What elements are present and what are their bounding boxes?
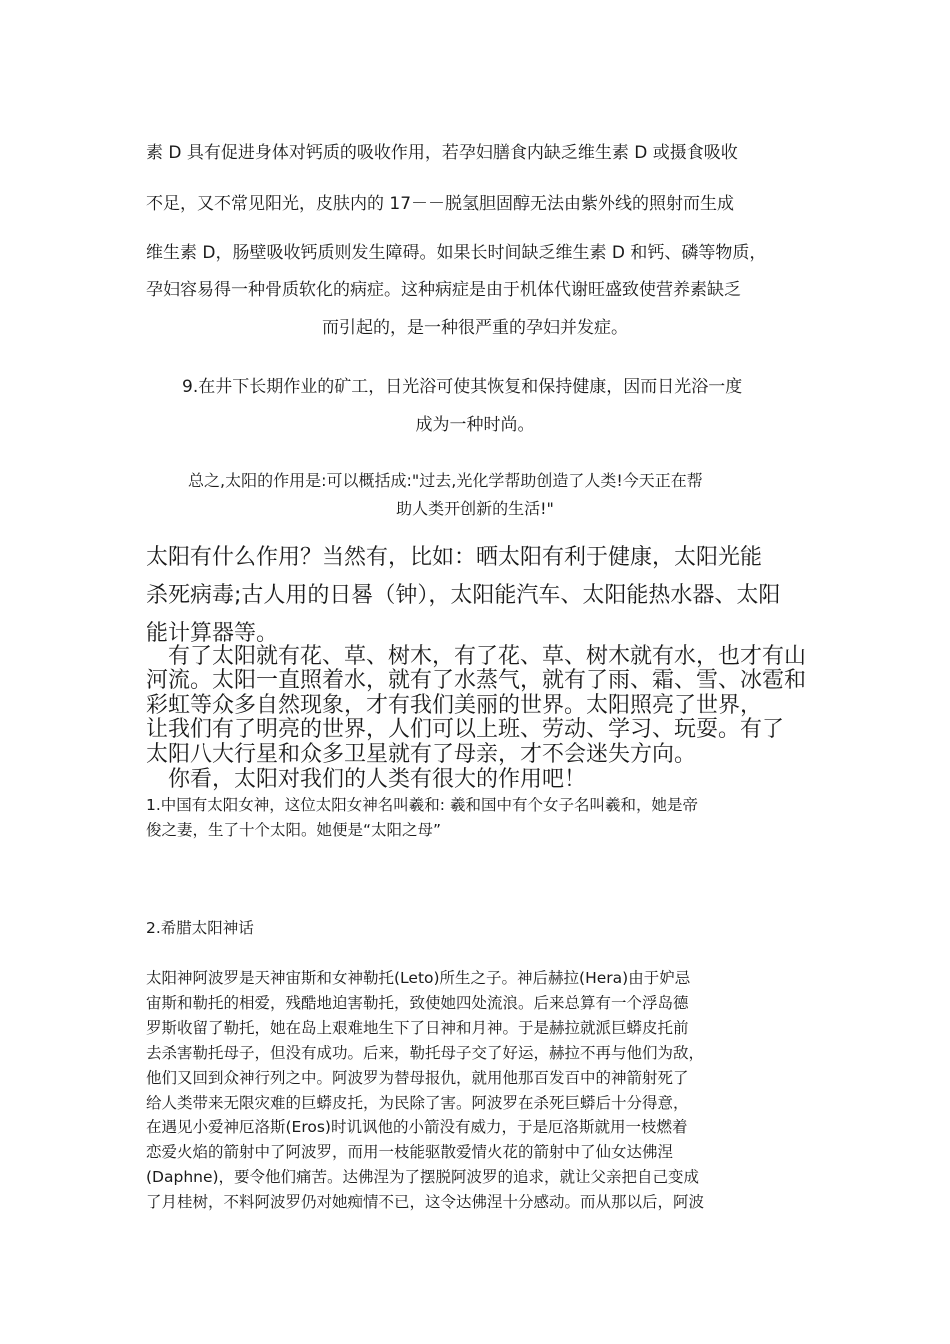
text-line: 有了太阳就有花、草、树木，有了花、草、树木就有水，也才有山	[146, 644, 807, 669]
text-line: 素 D 具有促进身体对钙质的吸收作用，若孕妇膳食内缺乏维生素 D 或摄食吸收	[146, 143, 738, 163]
text-line: 杀死病毒;古人用的日晷（钟），太阳能汽车、太阳能热水器、太阳	[146, 583, 781, 608]
text-line: 孕妇容易得一种骨质软化的病症。这种病症是由于机体代谢旺盛致使营养素缺乏	[146, 280, 741, 300]
text-line: (Daphne)，要令他们痛苦。达佛涅为了摆脱阿波罗的追求，就让父亲把自己变成	[146, 1168, 700, 1186]
text-line: 能计算器等。	[146, 621, 279, 646]
text-line: 9.在井下长期作业的矿工，日光浴可使其恢复和保持健康，因而日光浴一度	[182, 377, 743, 397]
text-line: 总之,太阳的作用是:可以概括成:"过去,光化学帮助创造了人类!今天正在帮	[188, 471, 703, 490]
text-line: 让我们有了明亮的世界，人们可以上班、劳动、学习、玩耍。有了	[146, 717, 785, 742]
text-line: 俊之妻，生了十个太阳。她便是“太阳之母”	[146, 821, 442, 839]
text-line: 了月桂树，不料阿波罗仍对她痴情不已，这令达佛涅十分感动。而从那以后，阿波	[146, 1193, 705, 1211]
text-line: 彩虹等众多自然现象，才有我们美丽的世界。太阳照亮了世界，	[146, 693, 763, 718]
text-line: 太阳神阿波罗是天神宙斯和女神勒托(Leto)所生之子。神后赫拉(Hera)由于妒忌	[146, 969, 691, 987]
text-line: 河流。太阳一直照着水，就有了水蒸气，就有了雨、霜、雪、冰雹和	[146, 668, 807, 693]
text-line: 成为一种时尚。	[415, 415, 535, 435]
text-line: 而引起的，是一种很严重的孕妇并发症。	[322, 318, 628, 338]
text-line: 助人类开创新的生活!"	[396, 499, 554, 518]
text-line: 你看，太阳对我们的人类有很大的作用吧！	[146, 767, 587, 792]
section-heading: 2.希腊太阳神话	[146, 919, 254, 937]
text-line: 太阳八大行星和众多卫星就有了母亲，才不会迷失方向。	[146, 742, 697, 767]
text-line: 宙斯和勒托的相爱，残酷地迫害勒托，致使她四处流浪。后来总算有一个浮岛德	[146, 994, 689, 1012]
text-line: 维生素 D，肠壁吸收钙质则发生障碍。如果长时间缺乏维生素 D 和钙、磷等物质，	[146, 243, 767, 263]
text-line: 给人类带来无限灾难的巨蟒皮托，为民除了害。阿波罗在杀死巨蟒后十分得意，	[146, 1094, 689, 1112]
text-line: 去杀害勒托母子，但没有成功。后来，勒托母子交了好运，赫拉不再与他们为敌，	[146, 1044, 705, 1062]
text-line: 太阳有什么作用？当然有，比如：晒太阳有利于健康，太阳光能	[146, 545, 763, 570]
text-line: 他们又回到众神行列之中。阿波罗为替母报仇，就用他那百发百中的神箭射死了	[146, 1069, 689, 1087]
text-line: 不足，又不常见阳光，皮肤内的 17－－脱氢胆固醇无法由紫外线的照射而生成	[146, 194, 735, 214]
text-line: 恋爱火焰的箭射中了阿波罗，而用一枝能驱散爱情火花的箭射中了仙女达佛涅	[146, 1143, 674, 1161]
text-line: 1.中国有太阳女神，这位太阳女神名叫羲和: 羲和国中有个女子名叫羲和，她是帝	[146, 796, 698, 814]
text-line: 罗斯收留了勒托，她在岛上艰难地生下了日神和月神。于是赫拉就派巨蟒皮托前	[146, 1019, 689, 1037]
text-line: 在遇见小爱神厄洛斯(Eros)时讥讽他的小箭没有威力，于是厄洛斯就用一枝燃着	[146, 1118, 688, 1136]
